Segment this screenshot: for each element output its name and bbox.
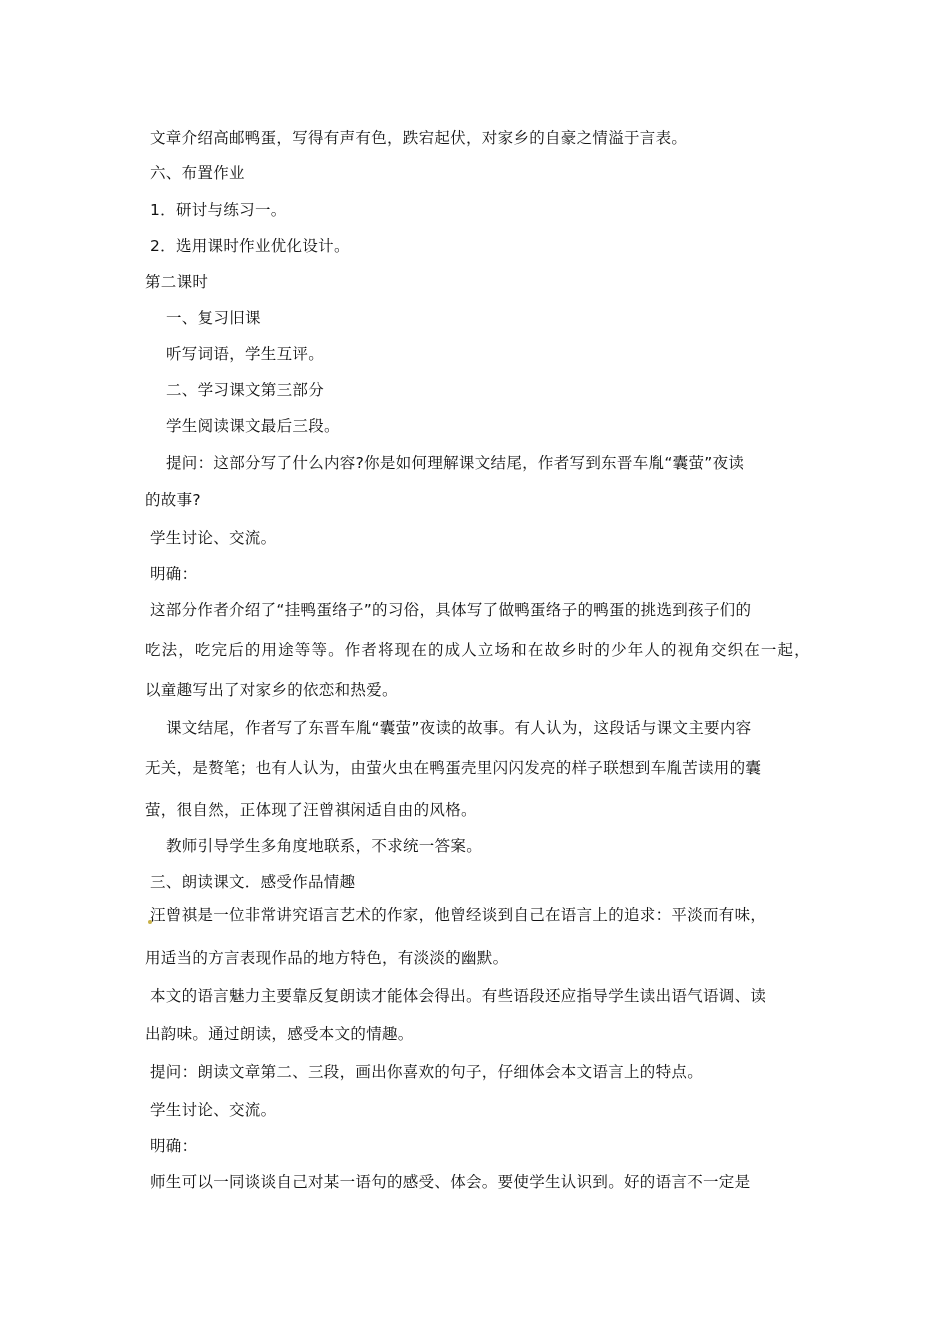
text-line: 学生阅读课文最后三段。: [166, 417, 340, 435]
section-heading: 三、朗读课文．感受作品情趣: [150, 873, 356, 891]
lesson-heading: 第二课时: [145, 273, 209, 291]
text-line: 听写词语，学生互评。: [166, 345, 325, 363]
text-line: 出韵味。通过朗读，感受本文的情趣。: [145, 1025, 414, 1043]
text-line: 文章介绍高邮鸭蛋，写得有声有色，跌宕起伏，对家乡的自豪之情溢于言表。: [150, 129, 688, 147]
section-heading: 二、学习课文第三部分: [166, 381, 325, 399]
text-line: 吃法，吃完后的用途等等。作者将现在的成人立场和在故乡时的少年人的视角交织在一起，: [145, 641, 810, 659]
text-line: 的故事?: [145, 491, 201, 509]
text-line: 汪曾祺是一位非常讲究语言艺术的作家，他曾经谈到自己在语言上的追求：平淡而有味，: [150, 906, 767, 924]
text-line: 明确：: [150, 1137, 198, 1155]
text-line: 无关，是赘笔；也有人认为，由萤火虫在鸭蛋壳里闪闪发亮的样子联想到车胤苦读用的囊: [145, 759, 762, 777]
text-line: 用适当的方言表现作品的地方特色，有淡淡的幽默。: [145, 949, 509, 967]
text-line: 以童趣写出了对家乡的依恋和热爱。: [145, 681, 398, 699]
list-item: 1．研讨与练习一。: [150, 201, 287, 219]
section-heading: 六、布置作业: [150, 164, 245, 182]
text-line: 教师引导学生多角度地联系，不求统一答案。: [166, 837, 483, 855]
text-line: 提问：这部分写了什么内容?你是如何理解课文结尾，作者写到东晋车胤“囊萤”夜读: [166, 454, 745, 472]
text-line: 提问：朗读文章第二、三段，画出你喜欢的句子，仔细体会本文语言上的特点。: [150, 1063, 704, 1081]
text-line: 这部分作者介绍了“挂鸭蛋络子”的习俗，具体写了做鸭蛋络子的鸭蛋的挑选到孩子们的: [150, 601, 752, 619]
text-line: 师生可以一同谈谈自己对某一语句的感受、体会。要使学生认识到。好的语言不一定是: [150, 1173, 751, 1191]
section-heading: 一、复习旧课: [166, 309, 261, 327]
list-item: 2．选用课时作业优化设计。: [150, 237, 350, 255]
text-line: 学生讨论、交流。: [150, 1101, 277, 1119]
text-line: 课文结尾，作者写了东晋车胤“囊萤”夜读的故事。有人认为，这段话与课文主要内容: [166, 719, 752, 737]
text-line: 萤，很自然，正体现了汪曾祺闲适自由的风格。: [145, 801, 477, 819]
text-line: 本文的语言魅力主要靠反复朗读才能体会得出。有些语段还应指导学生读出语气语调、读: [150, 987, 767, 1005]
text-line: 明确：: [150, 565, 198, 583]
text-line: 学生讨论、交流。: [150, 529, 277, 547]
